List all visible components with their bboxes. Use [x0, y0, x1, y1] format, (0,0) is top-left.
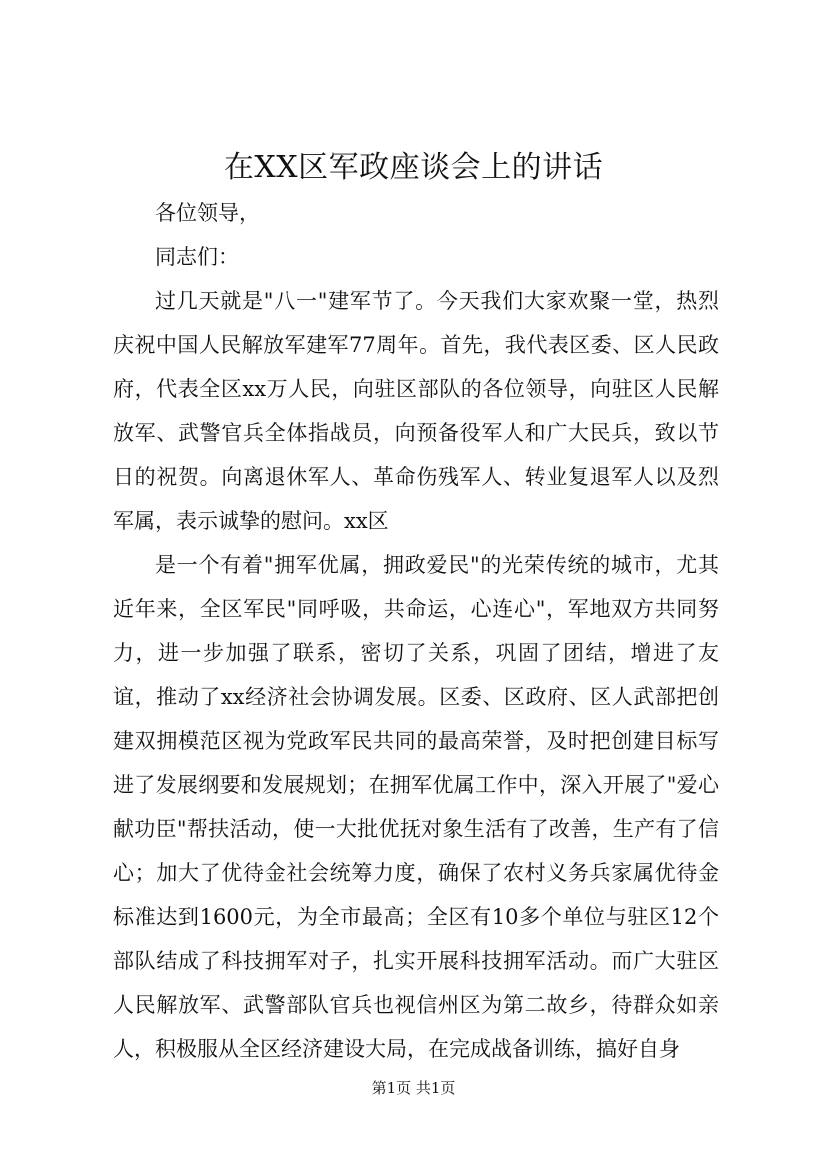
body-paragraph: 是一个有着"拥军优属，拥政爱民"的光荣传统的城市，尤其近年来，全区军民"同呼吸，共命运，心连心"，军地双方共同努力，进一步加强了联系，密切了关系，巩固了团结，增进了友谊，推动了xx经济社会协调发展。区委、区政府、区人武部把创建双拥模范区视为党政军民共同的最高荣誉，及时把创建目标写进了发展纲要和发展规划；在拥军优属工作中，深入开展了"爱心献功臣"帮扶活动，使一大批优抚对象生活有了改善，生产有了信心；加大了优待金社会统筹力度，确保了农村义务兵家属优待金标准达到1600元，为全市最高；全区有10多个单位与驻区12个部队结成了科技拥军对子，扎实开展科技拥军活动。而广大驻区人民解放军、武警部队官兵也视信州区为第二故乡，待群众如亲人，积极服从全区经济建设大局，在完成战备训练，搞好自身 [113, 553, 719, 1061]
page-number-footer: 第1页 共1页 [371, 1079, 456, 1097]
salutation-leaders: 各位领导， [155, 201, 260, 225]
salutation-comrades: 同志们： [155, 245, 239, 269]
document-body [113, 191, 719, 1071]
body-paragraph: 过几天就是"八一"建军节了。今天我们大家欢聚一堂，热烈庆祝中国人民解放军建军77周年。首先，我代表区委、区人民政府，代表全区xx万人民，向驻区部队的各位领导，向驻区人民解放军、武警官兵全体指战员，向预备役军人和广大民兵，致以节日的祝贺。向离退休军人、革命伤残军人、转业复退军人以及烈军属，表示诚挚的慰问。xx区 [113, 289, 719, 533]
document-title: 在XX区军政座谈会上的讲话 [223, 150, 604, 185]
